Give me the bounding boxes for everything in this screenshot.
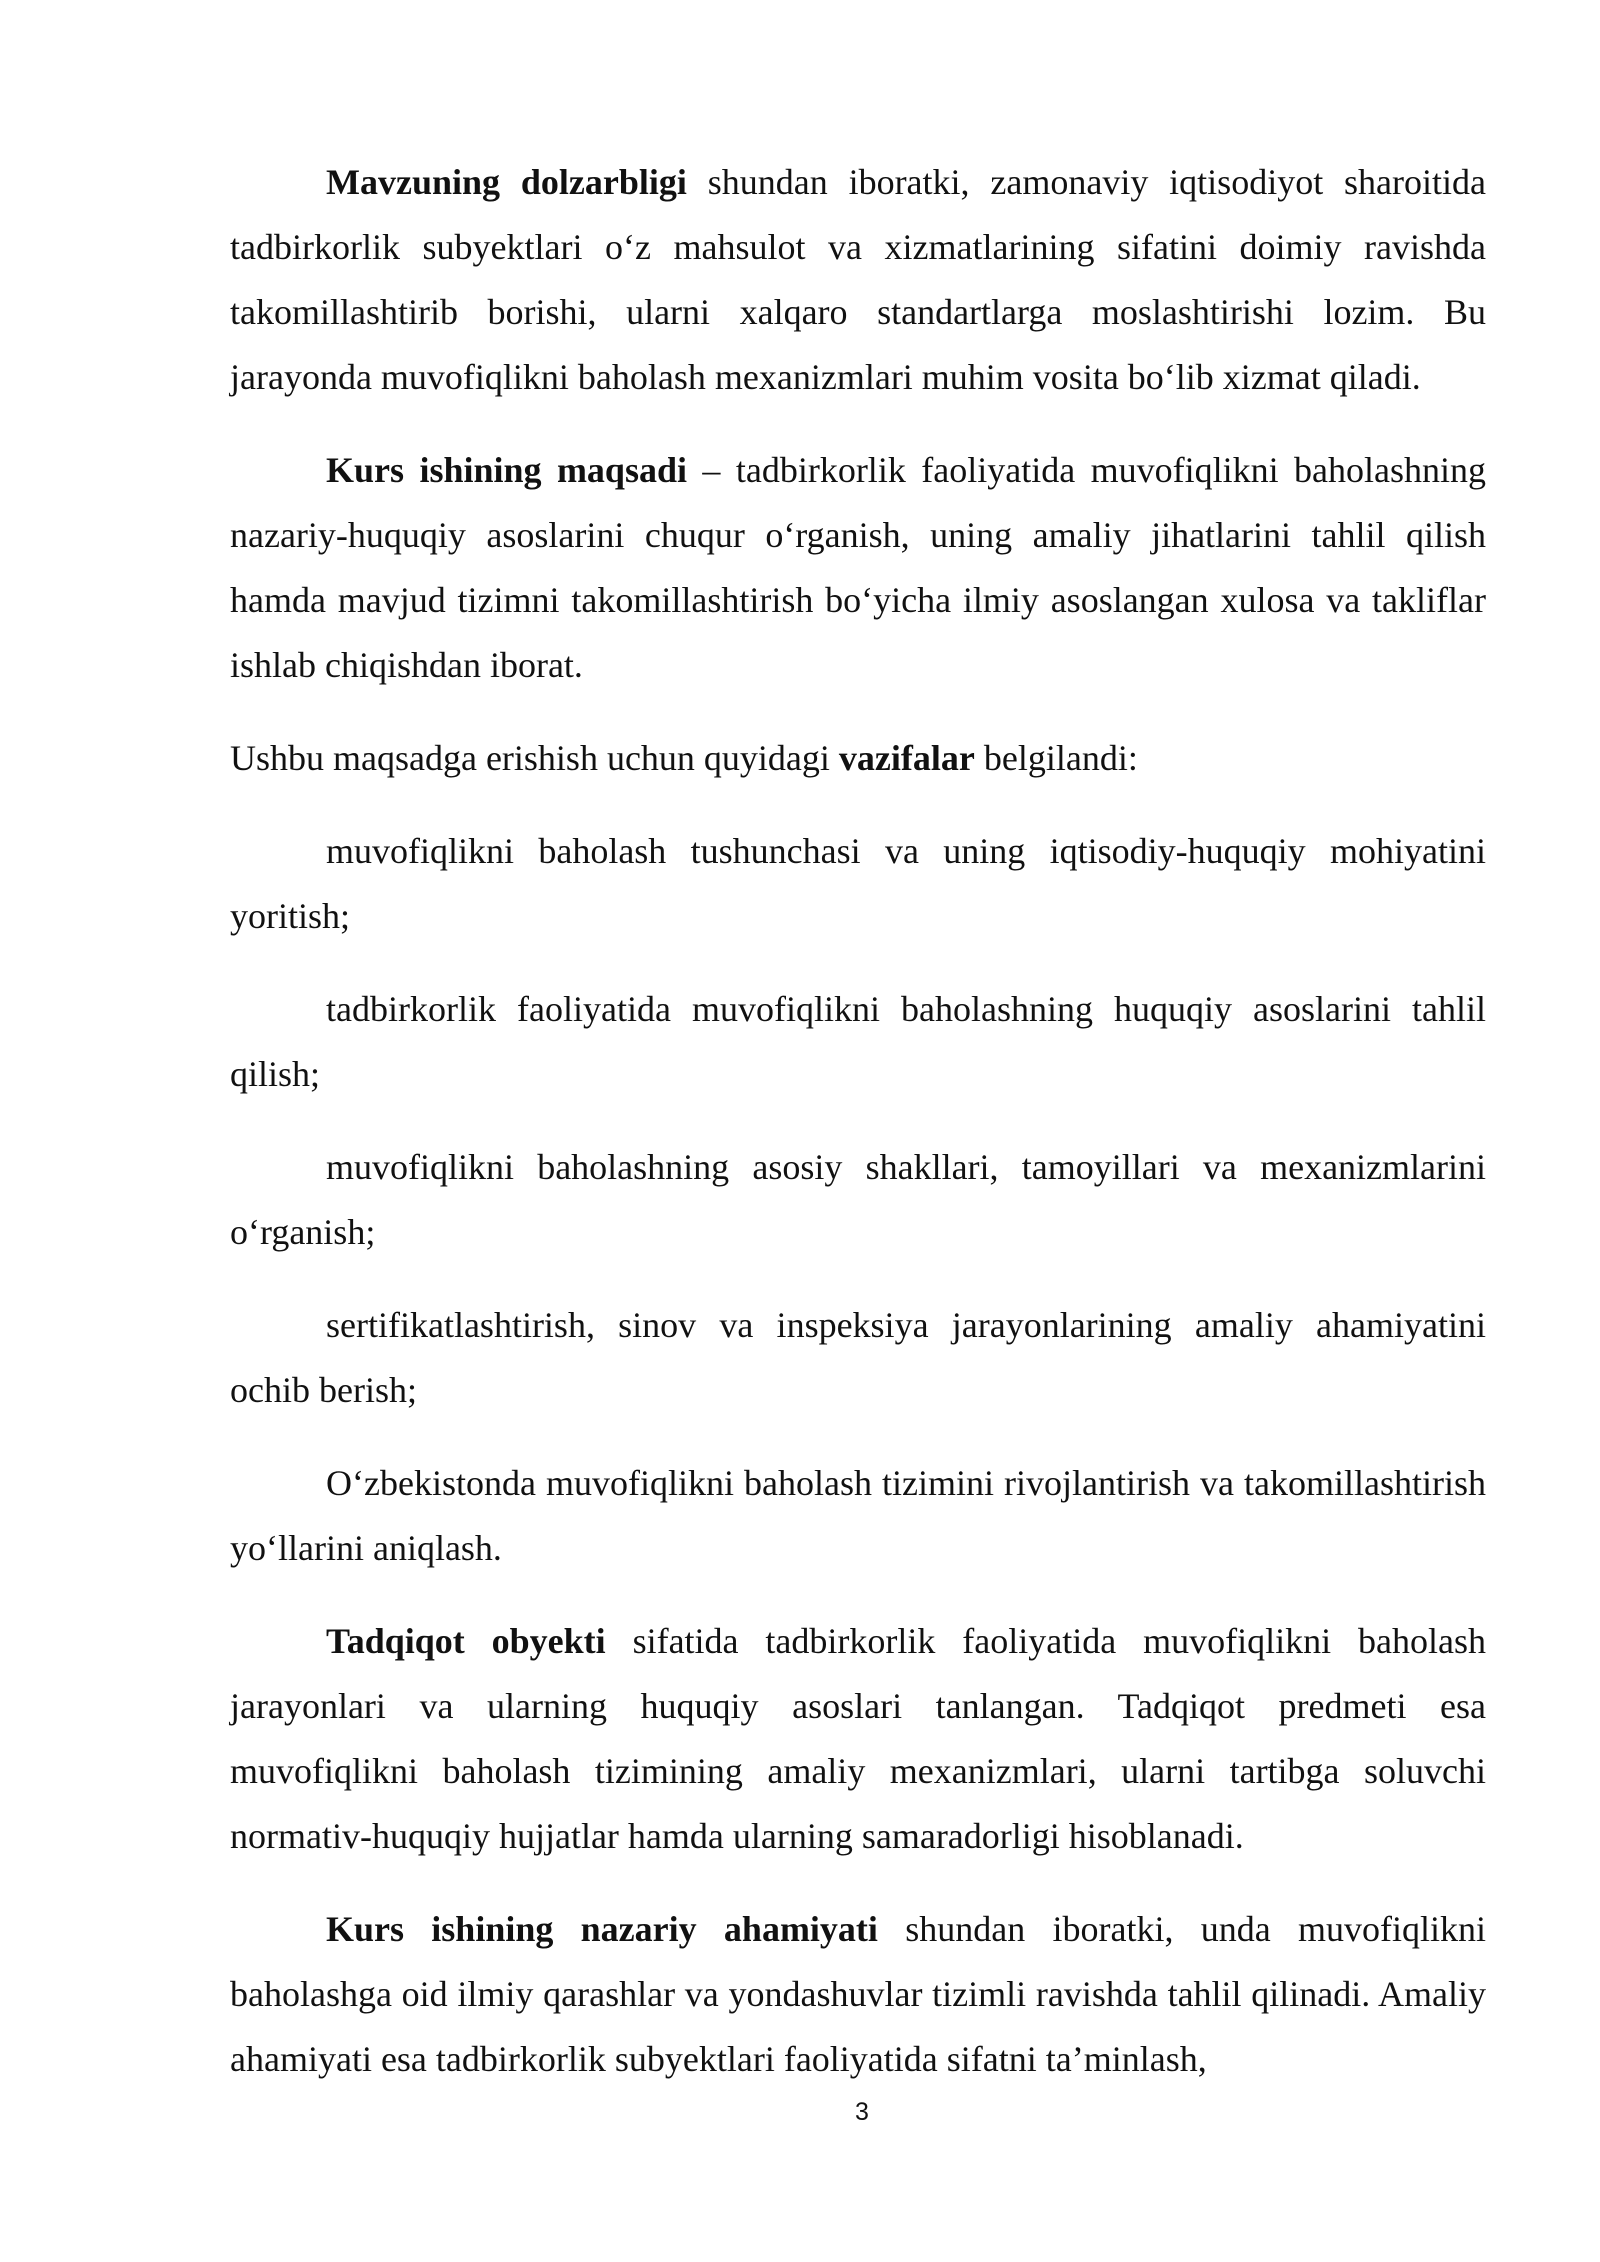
task-item: sertifikatlashtirish, sinov va inspeksiya jarayonlarining amaliy ahamiyatini ochib berish; <box>230 1305 1486 1410</box>
tasks-intro-paragraph <box>230 726 1486 791</box>
significance-paragraph <box>230 1897 1486 2092</box>
task-item: tadbirkorlik faoliyatida muvofiqlikni baholashning huquqiy asoslarini tahlil qilish; <box>230 989 1486 1094</box>
document-page <box>230 150 1486 2092</box>
goal-text: – tadbirkorlik faoliyatida muvofiqlikni baholashning nazariy-huquqiy asoslarini chuqur o‘rganish, uning amaliy jihatlarini tahlil qilish hamda mavjud tizimni takomillashtirish bo‘yicha ilmiy asoslangan xulosa va takliflar ishlab chiqishdan iborat. <box>230 450 1486 685</box>
relevance-heading: Mavzuning dolzarbligi <box>326 162 687 202</box>
task-item: muvofiqlikni baholash tushunchasi va uning iqtisodiy-huquqiy mohiyatini yoritish; <box>230 831 1486 936</box>
task-item: O‘zbekistonda muvofiqlikni baholash tizimini rivojlantirish va takomillashtirish yo‘llarini aniqlash. <box>230 1463 1486 1568</box>
relevance-paragraph <box>230 150 1486 410</box>
research-object-text: sifatida tadbirkorlik faoliyatida muvofiqlikni baholash jarayonlari va ularning huquqiy asoslari tanlangan. Tadqiqot predmeti esa muvofiqlikni baholash tizimining amaliy mexanizmlari, ularni tartibga soluvchi normativ-huquqiy hujjatlar hamda ularning samaradorligi hisoblanadi. <box>230 1621 1486 1856</box>
goal-paragraph <box>230 438 1486 698</box>
page-number: 3 <box>855 2098 869 2126</box>
tasks-keyword: vazifalar <box>838 738 975 778</box>
research-object-heading: Tadqiqot obyekti <box>326 1621 606 1661</box>
relevance-text: shundan iboratki, zamonaviy iqtisodiyot sharoitida tadbirkorlik subyektlari o‘z mahsulot va xizmatlarining sifatini doimiy ravishda takomillashtirib borishi, ularni xalqaro standartlarga moslashtirishi lozim. Bu jarayonda muvofiqlikni baholash mexanizmlari muhim vosita bo‘lib xizmat qiladi. <box>230 162 1487 397</box>
significance-heading: Kurs ishining nazariy ahamiyati <box>326 1909 878 1949</box>
tasks-intro-before: Ushbu maqsadga erishish uchun quyidagi <box>230 738 839 778</box>
research-object-paragraph <box>230 1609 1486 1869</box>
goal-heading: Kurs ishining maqsadi <box>326 450 687 490</box>
tasks-intro-after: belgilandi: <box>974 738 1138 778</box>
significance-text: shundan iboratki, unda muvofiqlikni baholashga oid ilmiy qarashlar va yondashuvlar tizimli ravishda tahlil qilinadi. Amaliy ahamiyati esa tadbirkorlik subyektlari faoliyatida sifatni ta’minlash, <box>230 1909 1487 2079</box>
task-item: muvofiqlikni baholashning asosiy shakllari, tamoyillari va mexanizmlarini o‘rganish; <box>230 1147 1486 1252</box>
